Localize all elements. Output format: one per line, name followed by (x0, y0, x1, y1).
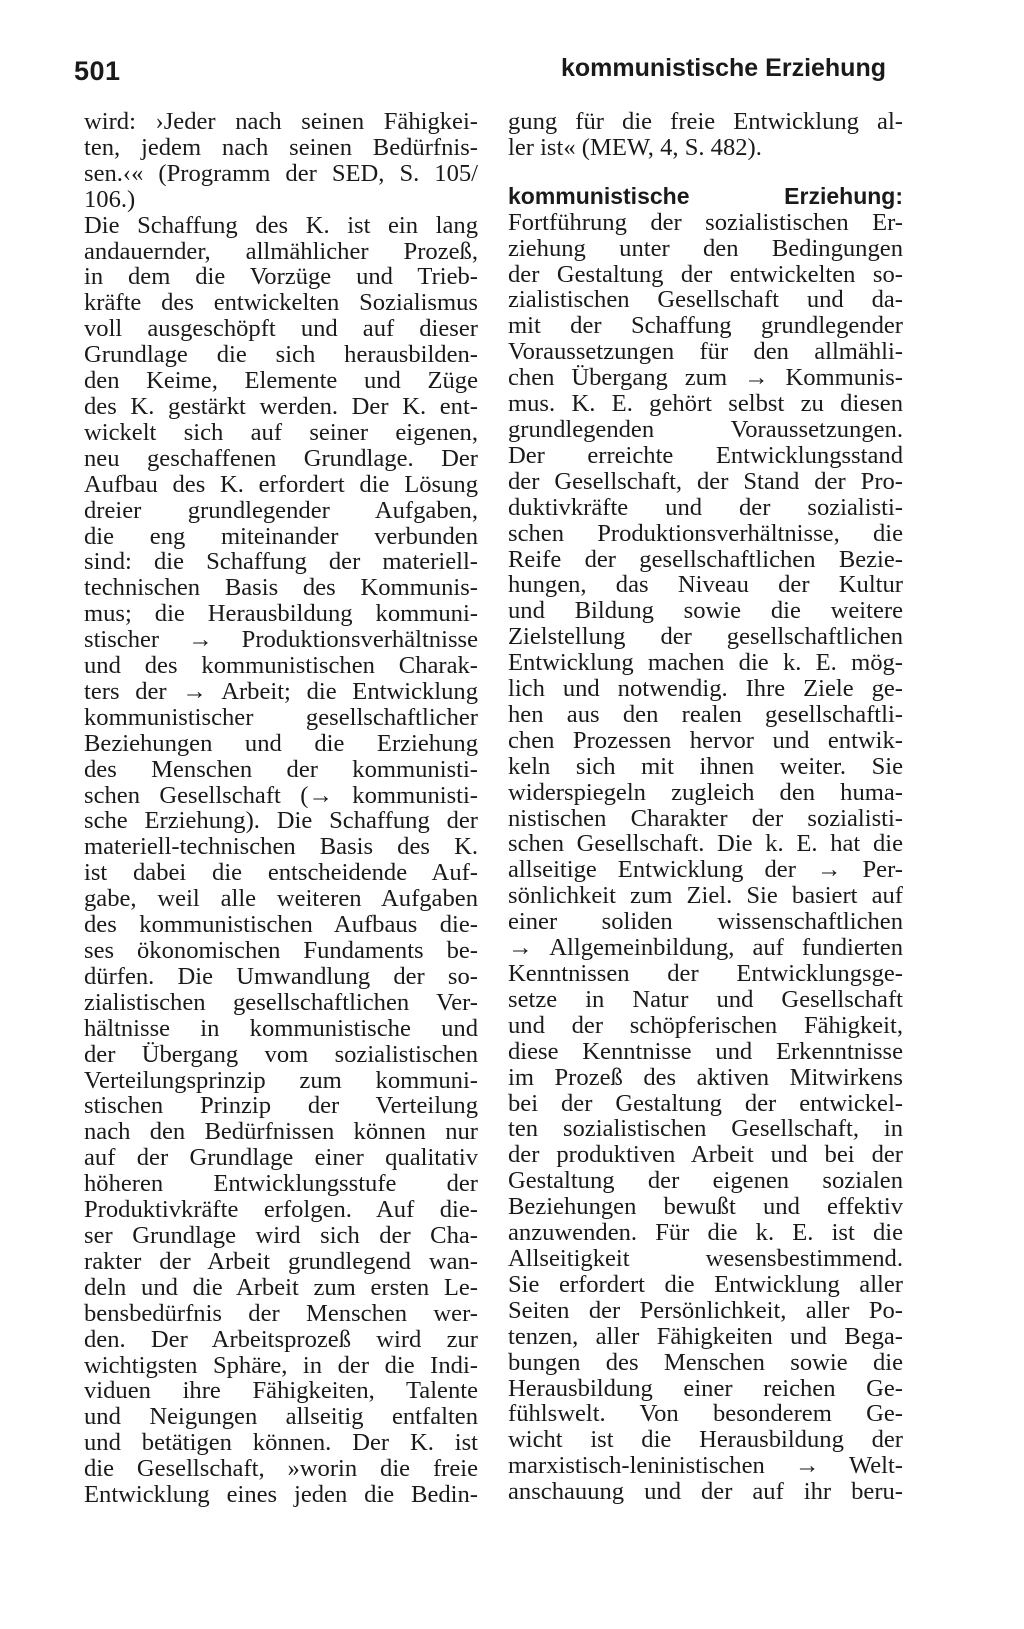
entry-body (508, 210, 903, 1505)
text-line: und der schöpferischen Fähigkeit, (508, 1012, 903, 1039)
text-line: chen Übergang zum → Kommunis- (508, 365, 903, 392)
right-column (508, 109, 903, 1505)
text-line: Kenntnissen der Entwicklungsge- (508, 961, 903, 987)
text-line: ses ökonomischen Fundaments be- (84, 938, 478, 964)
text-line: kräfte des entwickelten Sozialismus (84, 290, 478, 317)
text-line: gabe, weil alle weiteren Aufgaben (84, 886, 478, 913)
text-line: schen Gesellschaft. Die k. E. hat die (508, 831, 903, 858)
text-line: in dem die Vorzüge und Trieb- (84, 264, 478, 291)
text-line: ler ist« (MEW, 4, S. 482). (508, 134, 762, 161)
text-line: den. Der Arbeitsprozeß wird zur (84, 1326, 478, 1353)
text-line: die eng miteinander verbunden (84, 523, 478, 550)
text-line: ters der → Arbeit; die Entwicklung (84, 678, 478, 705)
text-line: Verteilungsprinzip zum kommuni- (84, 1067, 478, 1094)
text-line: lich und notwendig. Ihre Ziele ge- (508, 676, 903, 702)
text-line: → Allgemeinbildung, auf fundierten (508, 935, 903, 961)
text-line: bei der Gestaltung der entwickel- (508, 1090, 903, 1117)
text-line: der Gestaltung der entwickelten so- (508, 261, 903, 288)
text-line: sche Erziehung). Die Schaffung der (84, 808, 478, 835)
text-line: hen aus den realen gesellschaftli- (508, 701, 903, 728)
text-line: zialistischen gesellschaftlichen Ver- (84, 989, 478, 1016)
running-head: kommunistische Erziehung (560, 54, 886, 82)
text-line: sen.‹« (Programm der SED, S. 105/ (84, 160, 478, 187)
text-line: ziehung unter den Bedingungen (508, 235, 903, 262)
text-line: Allseitigkeit wesensbestimmend. (508, 1245, 903, 1272)
text-line: Seiten der Persönlichkeit, aller Po- (508, 1297, 903, 1324)
text-line: Sie erfordert die Entwicklung aller (508, 1271, 903, 1298)
text-line: Der erreichte Entwicklungsstand (508, 442, 903, 469)
text-line: Entwicklung eines jeden die Bedin- (84, 1482, 478, 1508)
text-line: sönlichkeit zum Ziel. Sie basiert auf (508, 883, 903, 910)
text-line: der produktiven Arbeit und bei der (508, 1142, 903, 1169)
text-line: Aufbau des K. erfordert die Lösung (84, 471, 478, 498)
text-line: stischen Prinzip der Verteilung (84, 1093, 478, 1120)
text-line: technischen Basis des Kommunis- (84, 575, 478, 602)
text-line: Voraussetzungen für den allmähli- (508, 339, 903, 366)
text-line: dreier grundlegender Aufgaben, (84, 497, 478, 524)
text-line: und betätigen können. Der K. ist (84, 1430, 478, 1457)
intro-block (508, 109, 903, 161)
text-line: des Menschen der kommunisti- (84, 756, 478, 783)
text-line: tenzen, aller Fähigkeiten und Bega- (508, 1323, 903, 1350)
text-line: stischer → Produktionsverhältnisse (84, 627, 478, 654)
text-line: höheren Entwicklungsstufe der (84, 1171, 478, 1198)
text-line: einer soliden wissenschaftlichen (508, 909, 903, 936)
text-line: schen Produktionsverhältnisse, die (508, 520, 903, 547)
text-line: widerspiegeln zugleich den huma- (508, 779, 903, 806)
text-line: die Gesellschaft, »worin die freie (84, 1456, 478, 1483)
text-line: voll ausgeschöpft und auf dieser (84, 316, 478, 343)
text-line: chen Prozessen hervor und entwik- (508, 727, 903, 754)
text-line: wichtigsten Sphäre, in der die Indi- (84, 1352, 478, 1379)
text-line: diese Kenntnisse und Erkenntnisse (508, 1038, 903, 1065)
text-line: materiell-technischen Basis des K. (84, 834, 478, 861)
text-line: setze in Natur und Gesellschaft (508, 986, 903, 1013)
text-line: fühlswelt. Von besonderem Ge- (508, 1401, 903, 1428)
text-line: ten, jedem nach seinen Bedürfnis- (84, 134, 478, 161)
text-line: viduen ihre Fähigkeiten, Talente (84, 1378, 478, 1405)
text-line: zialistischen Gesellschaft und da- (508, 287, 903, 314)
text-line: neu geschaffenen Grundlage. Der (84, 445, 478, 472)
text-line: wird: ›Jeder nach seinen Fähigkei- (84, 109, 478, 135)
text-line: der Gesellschaft, der Stand der Pro- (508, 468, 903, 495)
text-line: allseitige Entwicklung der → Per- (508, 857, 903, 884)
text-line: rakter der Arbeit grundlegend wan- (84, 1248, 478, 1275)
text-line: wickelt sich auf seiner eigenen, (84, 419, 478, 446)
text-line: und des kommunistischen Charak- (84, 653, 478, 679)
text-line: Beziehungen und die Erziehung (84, 730, 478, 757)
text-line: der Übergang vom sozialistischen (84, 1041, 478, 1068)
text-line: hungen, das Niveau der Kultur (508, 572, 903, 599)
text-line: Entwicklung machen die k. E. mög- (508, 650, 903, 677)
text-line: ser Grundlage wird sich der Cha- (84, 1222, 478, 1249)
text-line: marxistisch-leninistischen → Welt- (508, 1453, 903, 1480)
text-line: keln sich mit ihnen weiter. Sie (508, 753, 903, 780)
text-line: mus. K. E. gehört selbst zu diesen (508, 391, 903, 417)
text-line: Produktivkräfte erfolgen. Auf die- (84, 1197, 478, 1223)
text-line: bungen des Menschen sowie die (508, 1349, 903, 1376)
text-line: wicht ist die Herausbildung der (508, 1427, 903, 1454)
text-line: Herausbildung einer reichen Ge- (508, 1375, 903, 1402)
text-line: auf der Grundlage einer qualitativ (84, 1145, 478, 1172)
text-line: ten sozialistischen Gesellschaft, in (508, 1116, 903, 1143)
text-line: schen Gesellschaft (→ kommunisti- (84, 782, 478, 809)
text-line: hältnisse in kommunistische und (84, 1015, 478, 1042)
text-line: anschauung und der auf ihr beru- (508, 1479, 903, 1506)
left-column (84, 109, 478, 1508)
text-line: Reife der gesellschaftlichen Bezie- (508, 546, 903, 573)
text-line: nistischen Charakter der sozialisti- (508, 805, 903, 832)
text-line: deln und die Arbeit zum ersten Le- (84, 1274, 478, 1301)
text-line: des kommunistischen Aufbaus die- (84, 912, 478, 938)
text-line: Die Schaffung des K. ist ein lang (84, 212, 478, 239)
text-line: sind: die Schaffung der materiell- (84, 549, 478, 576)
text-line: anzuwenden. Für die k. E. ist die (508, 1220, 903, 1246)
page-number: 501 (74, 56, 121, 86)
text-line: und Bildung sowie die weitere (508, 598, 903, 625)
text-line: des K. gestärkt werden. Der K. ent- (84, 393, 478, 420)
text-line: bensbedürfnis der Menschen wer- (84, 1300, 478, 1327)
text-line: Beziehungen bewußt und effektiv (508, 1194, 903, 1221)
text-line: kommunistischer gesellschaftlicher (84, 704, 478, 731)
text-line: mus; die Herausbildung kommuni- (84, 601, 478, 628)
text-line: 106.) (84, 186, 136, 213)
text-line: den Keime, Elemente und Züge (84, 368, 478, 394)
entry-headword: kommunistische Erziehung: (508, 183, 903, 209)
text-line: mit der Schaffung grundlegender (508, 313, 903, 340)
text-line: im Prozeß des aktiven Mitwirkens (508, 1064, 903, 1091)
text-line: nach den Bedürfnissen können nur (84, 1119, 478, 1146)
text-line: dürfen. Die Umwandlung der so- (84, 963, 478, 990)
text-line: andauernder, allmählicher Prozeß, (84, 238, 478, 265)
text-line: gung für die freie Entwicklung al- (508, 109, 903, 135)
text-line: Gestaltung der eigenen sozialen (508, 1168, 903, 1195)
text-line: Fortführung der sozialistischen Er- (508, 209, 903, 236)
text-line: Grundlage die sich herausbilden- (84, 342, 478, 369)
text-line: duktivkräfte und der sozialisti- (508, 494, 903, 521)
text-line: Zielstellung der gesellschaftlichen (508, 624, 903, 651)
text-line: grundlegenden Voraussetzungen. (508, 416, 903, 443)
text-line: ist dabei die entscheidende Auf- (84, 860, 478, 887)
text-line: und Neigungen allseitig entfalten (84, 1404, 478, 1431)
entry-gap (508, 161, 903, 184)
